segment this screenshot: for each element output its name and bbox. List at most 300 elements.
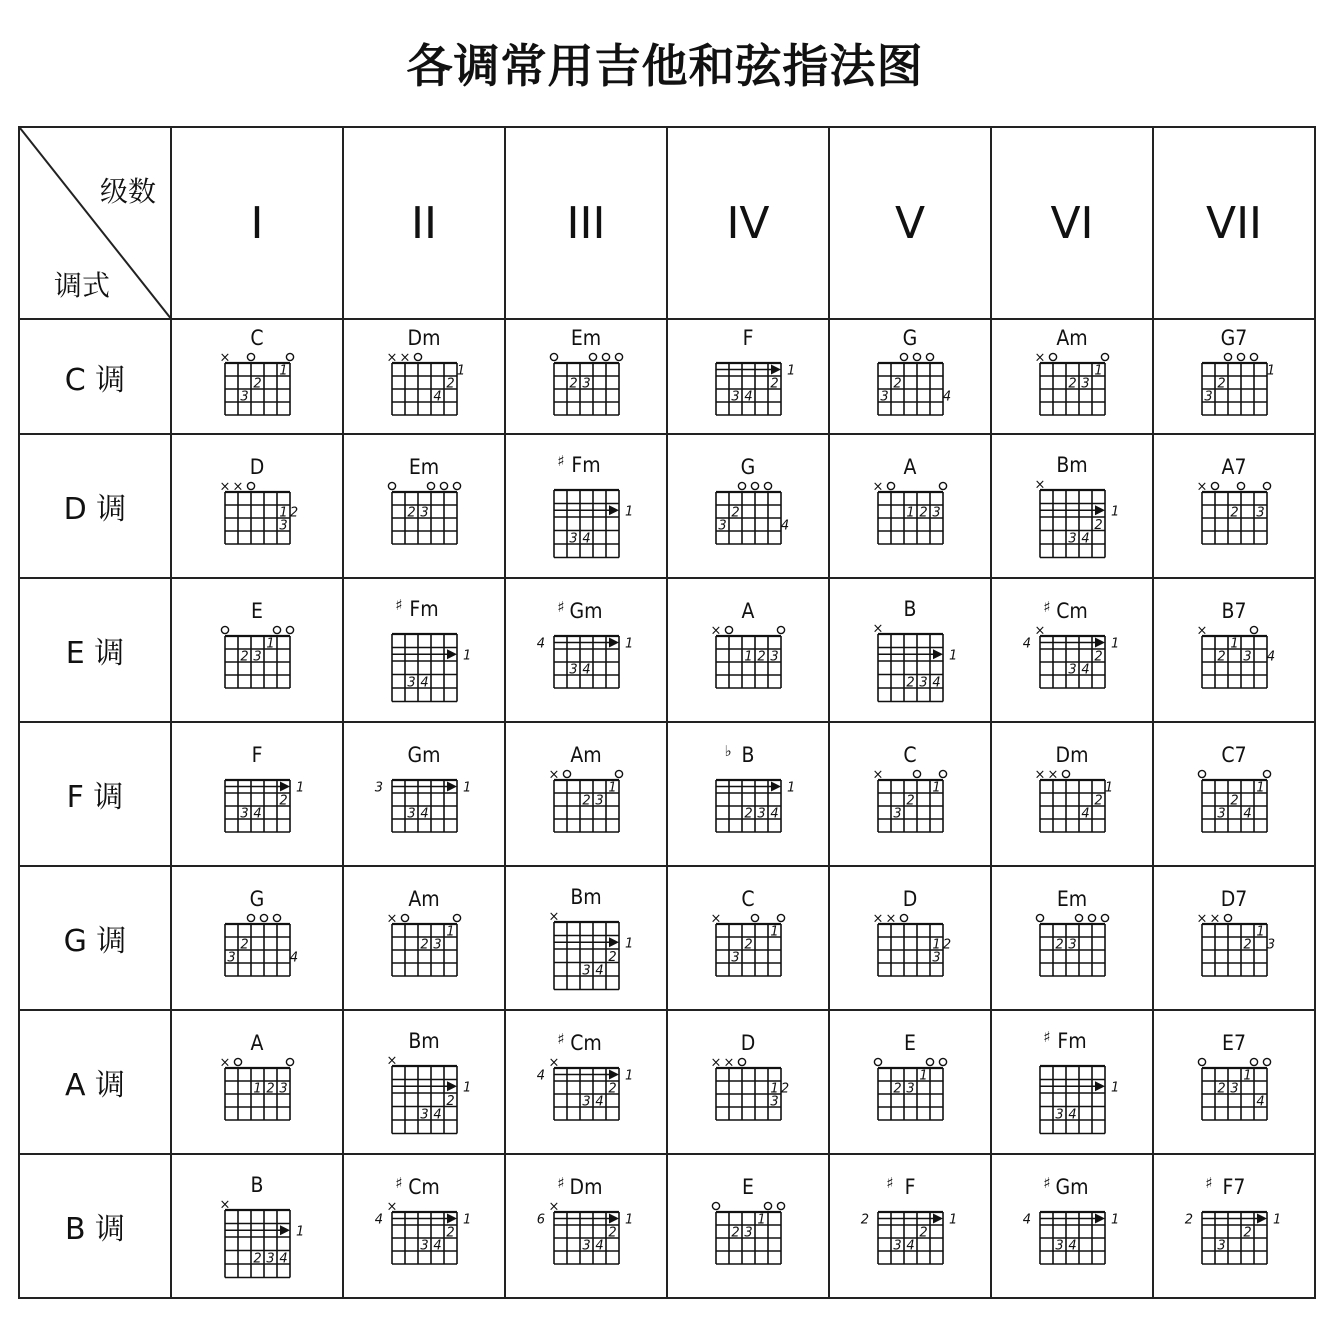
chord-diagram — [683, 744, 813, 844]
chord-diagram — [683, 327, 813, 427]
muted-string-marker: × — [1034, 623, 1046, 639]
chord-cell — [1153, 319, 1315, 434]
chord-cell — [343, 319, 505, 434]
finger-number: 2 — [289, 505, 299, 521]
chord-diagram — [845, 1032, 975, 1132]
open-string-marker — [563, 770, 570, 777]
chord-diagram — [1007, 888, 1137, 988]
degree-label: VI — [1050, 197, 1094, 249]
muted-string-marker: × — [885, 911, 897, 927]
finger-number: 2 — [893, 376, 902, 391]
degree-header-5 — [829, 127, 991, 319]
open-string-marker — [1263, 1058, 1270, 1065]
finger-number: 3 — [420, 1107, 429, 1123]
finger-number: 3 — [1081, 376, 1090, 391]
fret-position-number: 3 — [374, 780, 383, 796]
chord-diagram — [683, 1176, 813, 1276]
finger-number: 4 — [780, 518, 790, 534]
open-string-marker — [286, 1058, 293, 1065]
chord-cell — [171, 866, 343, 1010]
finger-number: 4 — [942, 389, 952, 404]
barre-arrow — [609, 505, 619, 515]
degree-axis-label: 级数 — [99, 175, 156, 208]
chord-cell — [171, 578, 343, 722]
finger-number: 3 — [1055, 1238, 1064, 1254]
open-string-marker — [247, 914, 254, 921]
chord-cell — [505, 434, 667, 578]
chord-cell — [171, 722, 343, 866]
finger-number: 2 — [253, 376, 262, 391]
chord-name: Fm — [409, 597, 439, 621]
open-string-marker — [1101, 914, 1108, 921]
finger-number: 2 — [1094, 649, 1103, 665]
finger-number: 2 — [1243, 1225, 1252, 1241]
barre-arrow — [609, 638, 619, 648]
chord-diagram — [845, 888, 975, 988]
chord-cell — [829, 578, 991, 722]
degree-header-3 — [505, 127, 667, 319]
chord-cell — [991, 722, 1153, 866]
finger-number: 4 — [420, 675, 429, 691]
degree-header-6 — [991, 127, 1153, 319]
muted-string-marker: × — [386, 911, 398, 927]
chord-diagram — [521, 600, 651, 700]
muted-string-marker: × — [548, 1055, 560, 1071]
finger-number: 3 — [731, 389, 740, 404]
chord-diagram — [683, 1032, 813, 1132]
finger-number: 3 — [266, 1251, 275, 1267]
key-label: G 调 — [63, 924, 127, 959]
chord-cell — [667, 434, 829, 578]
chord-diagram — [845, 1176, 975, 1276]
chord-cell — [829, 1154, 991, 1298]
chord-name: G — [249, 888, 265, 911]
chord-name: B — [741, 744, 755, 767]
finger-number: 3 — [770, 1094, 779, 1110]
open-string-marker — [286, 353, 293, 360]
finger-number: 2 — [582, 793, 591, 809]
open-string-marker — [1224, 914, 1231, 921]
open-string-marker — [221, 626, 228, 633]
fret-position-number: 2 — [860, 1212, 869, 1228]
finger-number: 1 — [1104, 780, 1114, 796]
key-row — [19, 434, 1315, 578]
finger-number: 4 — [1081, 662, 1090, 678]
key-row — [19, 578, 1315, 722]
finger-number: 3 — [718, 518, 727, 534]
open-string-marker — [751, 482, 758, 489]
chord-diagram — [1007, 450, 1137, 562]
key-cell — [19, 1154, 171, 1298]
finger-number: 4 — [595, 1094, 604, 1110]
chord-name: F — [904, 1176, 916, 1199]
chord-diagram — [192, 888, 322, 988]
degree-label: I — [250, 197, 264, 249]
chord-name: Cm — [408, 1176, 440, 1199]
chord-cell — [1153, 434, 1315, 578]
chord-diagram — [359, 456, 489, 556]
chord-name: Cm — [570, 1032, 602, 1055]
finger-number: 4 — [1243, 806, 1252, 822]
barre-arrow — [280, 1225, 290, 1235]
table-body — [19, 127, 1315, 1298]
key-cell — [19, 1010, 171, 1154]
degree-label: V — [894, 197, 926, 249]
key-row — [19, 319, 1315, 434]
fret-position-number: 2 — [1184, 1212, 1193, 1228]
chord-diagram — [683, 456, 813, 556]
fret-position-number: 4 — [1022, 636, 1031, 652]
open-string-marker — [1049, 353, 1056, 360]
finger-number: 1 — [1094, 363, 1103, 378]
finger-number: 4 — [279, 1251, 288, 1267]
chord-name: E — [251, 600, 263, 623]
chord-name: A7 — [1221, 456, 1247, 479]
open-string-marker — [1237, 353, 1244, 360]
chord-name: Am — [408, 888, 440, 911]
muted-string-marker: × — [386, 1199, 398, 1215]
chord-name: B — [250, 1173, 264, 1197]
chord-diagram — [683, 888, 813, 988]
chord-diagram — [1007, 1026, 1137, 1138]
open-string-marker — [1198, 770, 1205, 777]
muted-string-marker: × — [872, 621, 884, 637]
chord-cell — [991, 1010, 1153, 1154]
open-string-marker — [926, 1058, 933, 1065]
finger-number: 2 — [770, 376, 779, 391]
muted-string-marker: × — [1196, 911, 1208, 927]
chord-cell — [829, 722, 991, 866]
chord-diagram — [1169, 744, 1299, 844]
muted-string-marker: × — [219, 1055, 231, 1071]
key-label: E 调 — [65, 636, 125, 671]
open-string-marker — [926, 353, 933, 360]
chord-name: A — [903, 456, 917, 479]
finger-number: 1 — [456, 363, 466, 378]
finger-number: 3 — [932, 505, 941, 521]
chord-diagram — [1169, 327, 1299, 427]
chord-name: Bm — [570, 885, 602, 909]
open-string-marker — [427, 482, 434, 489]
chord-diagram — [1169, 1032, 1299, 1132]
open-string-marker — [440, 482, 447, 489]
muted-string-marker: × — [548, 767, 560, 783]
finger-number: 2 — [919, 505, 928, 521]
muted-string-marker: × — [710, 623, 722, 639]
finger-number: 1 — [1243, 1068, 1252, 1084]
chord-cell — [171, 1154, 343, 1298]
finger-number: 3 — [1217, 806, 1226, 822]
chord-name: Am — [570, 744, 602, 767]
finger-number: 2 — [942, 937, 952, 953]
flat-sign: ♭ — [724, 744, 732, 760]
degree-header-7 — [1153, 127, 1315, 319]
chord-cell — [1153, 578, 1315, 722]
finger-number: 2 — [446, 1093, 455, 1109]
finger-number: 1 — [1256, 924, 1265, 940]
chord-cell — [343, 1154, 505, 1298]
barre-arrow — [609, 937, 619, 947]
finger-number: 3 — [279, 518, 288, 534]
chord-name: G — [740, 456, 756, 479]
barre-arrow — [1095, 505, 1105, 515]
open-string-marker — [1224, 353, 1231, 360]
muted-string-marker: × — [872, 767, 884, 783]
finger-number: 3 — [932, 950, 941, 966]
open-string-marker — [738, 482, 745, 489]
chord-diagram — [1007, 1176, 1137, 1276]
open-string-marker — [602, 353, 609, 360]
chord-name: C — [250, 326, 264, 350]
open-string-marker — [1088, 914, 1095, 921]
finger-number: 2 — [744, 806, 753, 822]
open-string-marker — [913, 770, 920, 777]
open-string-marker — [388, 482, 395, 489]
finger-number: 2 — [407, 505, 416, 521]
finger-number: 1 — [463, 1080, 472, 1096]
fret-position-number: 4 — [374, 1212, 383, 1228]
chord-cell — [505, 319, 667, 434]
chord-name: D — [740, 1032, 756, 1055]
finger-number: 3 — [919, 675, 928, 691]
finger-number: 1 — [625, 1212, 634, 1228]
open-string-marker — [764, 482, 771, 489]
chord-cell — [667, 578, 829, 722]
sharp-sign: ♯ — [557, 600, 565, 616]
finger-number: 1 — [279, 505, 288, 521]
chord-diagram — [1169, 888, 1299, 988]
chord-name: B7 — [1221, 600, 1247, 623]
chord-diagram — [359, 327, 489, 427]
barre-arrow — [280, 782, 290, 792]
chord-cell — [343, 434, 505, 578]
finger-number: 1 — [770, 1081, 779, 1097]
finger-number: 2 — [240, 649, 249, 665]
finger-number: 2 — [744, 937, 753, 953]
finger-number: 3 — [240, 389, 249, 404]
chord-cell — [1153, 866, 1315, 1010]
chord-diagram — [192, 456, 322, 556]
chord-diagram — [1169, 456, 1299, 556]
finger-number: 3 — [906, 1081, 915, 1097]
finger-number: 3 — [279, 1081, 288, 1097]
finger-number: 3 — [1068, 531, 1077, 547]
finger-number: 1 — [919, 1068, 928, 1084]
finger-number: 2 — [240, 937, 249, 953]
muted-string-marker: × — [232, 479, 244, 495]
finger-number: 3 — [1266, 937, 1276, 953]
finger-number: 2 — [446, 376, 455, 391]
barre-arrow — [447, 1214, 457, 1224]
open-string-marker — [273, 626, 280, 633]
finger-number: 3 — [770, 649, 779, 665]
finger-number: 4 — [1266, 649, 1276, 665]
finger-number: 1 — [932, 937, 941, 953]
finger-number: 1 — [1111, 1212, 1120, 1228]
barre-arrow — [609, 1070, 619, 1080]
open-string-marker — [777, 1202, 784, 1209]
finger-number: 1 — [279, 363, 288, 378]
chord-cell — [667, 1154, 829, 1298]
finger-number: 3 — [582, 376, 591, 391]
open-string-marker — [712, 1202, 719, 1209]
sharp-sign: ♯ — [557, 1176, 565, 1192]
finger-number: 1 — [296, 780, 305, 796]
chord-cell — [505, 866, 667, 1010]
muted-string-marker: × — [1196, 623, 1208, 639]
chord-name: Em — [570, 326, 602, 350]
degree-header-2 — [343, 127, 505, 319]
open-string-marker — [725, 626, 732, 633]
finger-number: 1 — [770, 924, 779, 940]
open-string-marker — [764, 1202, 771, 1209]
finger-number: 4 — [1081, 531, 1090, 547]
sharp-sign: ♯ — [395, 596, 403, 614]
finger-number: 4 — [582, 531, 591, 547]
open-string-marker — [939, 482, 946, 489]
barre-arrow — [771, 364, 781, 374]
sharp-sign: ♯ — [557, 452, 565, 470]
finger-number: 3 — [1256, 505, 1265, 521]
finger-number: 4 — [595, 963, 604, 979]
finger-number: 3 — [1055, 1107, 1064, 1123]
open-string-marker — [777, 626, 784, 633]
chord-diagram — [192, 744, 322, 844]
open-string-marker — [1036, 914, 1043, 921]
finger-number: 2 — [253, 1251, 262, 1267]
open-string-marker — [777, 914, 784, 921]
chord-name: Fm — [1057, 1029, 1087, 1053]
finger-number: 3 — [569, 531, 578, 547]
finger-number: 2 — [279, 793, 288, 809]
chord-cell — [829, 1010, 991, 1154]
chord-name: Bm — [408, 1029, 440, 1053]
finger-number: 4 — [433, 1238, 442, 1254]
chord-cell — [1153, 1010, 1315, 1154]
chord-cell — [991, 1154, 1153, 1298]
open-string-marker — [589, 353, 596, 360]
chord-diagram — [359, 888, 489, 988]
page-title: 各调常用吉他和弦指法图 — [406, 39, 924, 93]
muted-string-marker: × — [386, 1053, 398, 1069]
chord-name: F — [742, 326, 754, 350]
finger-number: 3 — [731, 950, 740, 966]
finger-number: 1 — [625, 636, 634, 652]
sharp-sign: ♯ — [1043, 1176, 1051, 1192]
barre-arrow — [447, 782, 457, 792]
finger-number: 2 — [906, 793, 915, 809]
chord-cell — [991, 434, 1153, 578]
finger-number: 1 — [949, 1212, 958, 1228]
chord-table — [18, 126, 1316, 1299]
chord-name: Cm — [1056, 600, 1088, 623]
finger-number: 4 — [289, 950, 299, 966]
finger-number: 4 — [253, 806, 262, 822]
degree-label: III — [566, 197, 606, 249]
finger-number: 2 — [1217, 1081, 1226, 1097]
fret-position-number: 4 — [536, 636, 545, 652]
open-string-marker — [939, 1058, 946, 1065]
degree-label: IV — [726, 197, 770, 249]
sharp-sign: ♯ — [557, 1032, 565, 1048]
chord-cell — [1153, 722, 1315, 866]
finger-number: 3 — [407, 675, 416, 691]
chord-diagram — [683, 600, 813, 700]
chord-cell — [343, 722, 505, 866]
key-row — [19, 722, 1315, 866]
chord-cell — [991, 866, 1153, 1010]
finger-number: 2 — [1068, 376, 1077, 391]
barre-arrow — [609, 1214, 619, 1224]
sharp-sign: ♯ — [395, 1176, 403, 1192]
open-string-marker — [1198, 1058, 1205, 1065]
open-string-marker — [550, 353, 557, 360]
finger-number: 1 — [1230, 636, 1239, 652]
chord-cell — [343, 1010, 505, 1154]
open-string-marker — [1250, 626, 1257, 633]
open-string-marker — [913, 353, 920, 360]
finger-number: 4 — [1068, 1238, 1077, 1254]
chord-name: D — [249, 456, 265, 479]
key-row — [19, 866, 1315, 1010]
open-string-marker — [939, 770, 946, 777]
chord-diagram — [1169, 1176, 1299, 1276]
finger-number: 3 — [1068, 937, 1077, 953]
finger-number: 4 — [932, 675, 941, 691]
key-cell — [19, 578, 171, 722]
finger-number: 4 — [1081, 806, 1090, 822]
sharp-sign: ♯ — [1043, 600, 1051, 616]
finger-number: 3 — [1243, 649, 1252, 665]
chord-name: E — [904, 1032, 916, 1055]
finger-number: 3 — [744, 1225, 753, 1241]
chord-name: F7 — [1222, 1176, 1246, 1199]
finger-number: 1 — [787, 780, 796, 796]
open-string-marker — [1250, 1058, 1257, 1065]
barre-arrow — [771, 782, 781, 792]
fret-position-number: 4 — [536, 1068, 545, 1084]
finger-number: 2 — [1217, 649, 1226, 665]
chord-diagram — [521, 327, 651, 427]
chord-name: C — [741, 888, 755, 911]
finger-number: 3 — [420, 1238, 429, 1254]
finger-number: 4 — [582, 662, 591, 678]
degree-label: VII — [1205, 197, 1263, 249]
chord-diagram — [521, 882, 651, 994]
barre-arrow — [447, 1081, 457, 1091]
open-string-marker — [1237, 482, 1244, 489]
finger-number: 1 — [296, 1224, 305, 1240]
chord-diagram — [845, 456, 975, 556]
chord-name: Gm — [569, 600, 603, 623]
finger-number: 2 — [608, 949, 617, 965]
finger-number: 4 — [1068, 1107, 1077, 1123]
finger-number: 1 — [1111, 1080, 1120, 1096]
barre-arrow — [1095, 1081, 1105, 1091]
chord-name: Gm — [407, 744, 441, 767]
finger-number: 3 — [227, 950, 236, 966]
finger-number: 1 — [625, 936, 634, 952]
muted-string-marker: × — [1196, 479, 1208, 495]
chord-diagram — [192, 1032, 322, 1132]
finger-number: 4 — [595, 1238, 604, 1254]
finger-number: 2 — [757, 649, 766, 665]
finger-number: 4 — [420, 806, 429, 822]
chord-cell — [1153, 1154, 1315, 1298]
finger-number: 3 — [880, 389, 889, 404]
chord-diagram — [521, 450, 651, 562]
chord-diagram — [845, 594, 975, 706]
